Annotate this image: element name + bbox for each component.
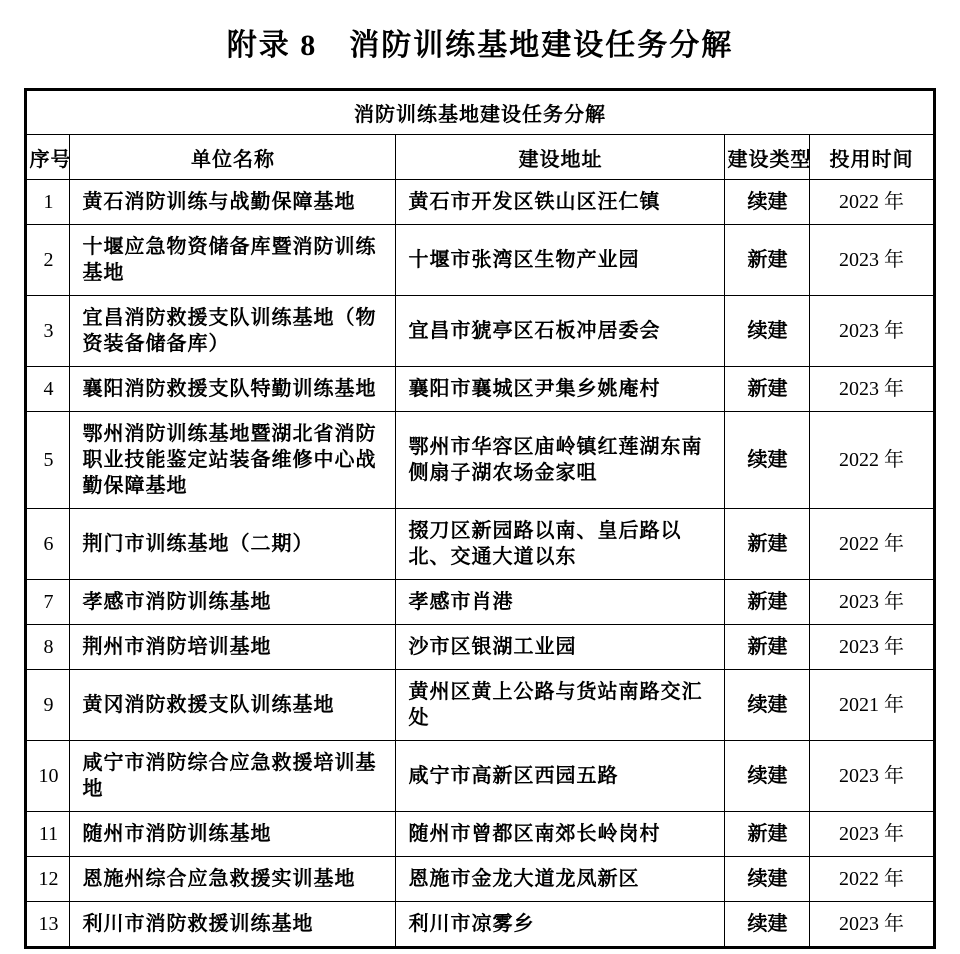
page-title: 附录 8 消防训练基地建设任务分解 (226, 29, 734, 62)
cell-year: 2022 年 (810, 412, 934, 509)
table-row (26, 509, 934, 580)
cell-no: 9 (26, 670, 70, 741)
cell-no: 7 (26, 580, 70, 625)
table-caption: 消防训练基地建设任务分解 (26, 90, 934, 135)
cell-no: 3 (26, 296, 70, 367)
col-header-address: 建设地址 (396, 135, 725, 180)
cell-type: 新建 (725, 812, 810, 857)
cell-year: 2023 年 (810, 625, 934, 670)
cell-no: 6 (26, 509, 70, 580)
col-header-type: 建设类型 (725, 135, 810, 180)
cell-name: 利川市消防救援训练基地 (70, 902, 396, 948)
cell-year: 2023 年 (810, 902, 934, 948)
cell-no: 1 (26, 180, 70, 225)
cell-name: 随州市消防训练基地 (70, 812, 396, 857)
cell-no: 8 (26, 625, 70, 670)
cell-name: 荆门市训练基地（二期） (70, 509, 396, 580)
cell-type: 新建 (725, 625, 810, 670)
cell-no: 12 (26, 857, 70, 902)
cell-address: 利川市凉雾乡 (396, 902, 725, 948)
table-row (26, 625, 934, 670)
cell-type: 续建 (725, 902, 810, 948)
cell-type: 续建 (725, 670, 810, 741)
table-row (26, 857, 934, 902)
cell-name: 黄冈消防救援支队训练基地 (70, 670, 396, 741)
cell-year: 2023 年 (810, 367, 934, 412)
cell-address: 十堰市张湾区生物产业园 (396, 225, 725, 296)
cell-year: 2023 年 (810, 741, 934, 812)
col-header-name: 单位名称 (70, 135, 396, 180)
table-row (26, 670, 934, 741)
cell-name: 襄阳消防救援支队特勤训练基地 (70, 367, 396, 412)
cell-name: 恩施州综合应急救援实训基地 (70, 857, 396, 902)
cell-address: 沙市区银湖工业园 (396, 625, 725, 670)
cell-no: 5 (26, 412, 70, 509)
cell-no: 2 (26, 225, 70, 296)
cell-type: 新建 (725, 509, 810, 580)
col-header-no: 序号 (26, 135, 70, 180)
cell-year: 2022 年 (810, 857, 934, 902)
tasks-table (24, 88, 935, 949)
table-row (26, 412, 934, 509)
cell-year: 2023 年 (810, 580, 934, 625)
cell-type: 续建 (725, 412, 810, 509)
cell-type: 续建 (725, 741, 810, 812)
table-caption-row (26, 90, 934, 135)
table-row (26, 367, 934, 412)
cell-address: 随州市曾都区南郊长岭岗村 (396, 812, 725, 857)
table-row (26, 180, 934, 225)
cell-year: 2023 年 (810, 225, 934, 296)
cell-name: 咸宁市消防综合应急救援培训基地 (70, 741, 396, 812)
table-row (26, 225, 934, 296)
table-row (26, 812, 934, 857)
cell-year: 2023 年 (810, 296, 934, 367)
cell-name: 宜昌消防救援支队训练基地（物资装备储备库） (70, 296, 396, 367)
cell-name: 黄石消防训练与战勤保障基地 (70, 180, 396, 225)
cell-no: 10 (26, 741, 70, 812)
table-row (26, 296, 934, 367)
cell-address: 鄂州市华容区庙岭镇红莲湖东南侧扇子湖农场金家咀 (396, 412, 725, 509)
cell-no: 13 (26, 902, 70, 948)
table-row (26, 741, 934, 812)
cell-address: 咸宁市高新区西园五路 (396, 741, 725, 812)
cell-type: 新建 (725, 367, 810, 412)
cell-year: 2022 年 (810, 180, 934, 225)
cell-name: 鄂州消防训练基地暨湖北省消防职业技能鉴定站装备维修中心战勤保障基地 (70, 412, 396, 509)
cell-address: 孝感市肖港 (396, 580, 725, 625)
cell-type: 续建 (725, 296, 810, 367)
cell-no: 4 (26, 367, 70, 412)
table-row (26, 580, 934, 625)
table-header-row (26, 135, 934, 180)
cell-type: 新建 (725, 225, 810, 296)
cell-address: 宜昌市猇亭区石板冲居委会 (396, 296, 725, 367)
col-header-year: 投用时间 (810, 135, 934, 180)
cell-year: 2021 年 (810, 670, 934, 741)
cell-type: 新建 (725, 580, 810, 625)
cell-name: 荆州市消防培训基地 (70, 625, 396, 670)
cell-type: 续建 (725, 180, 810, 225)
cell-address: 恩施市金龙大道龙凤新区 (396, 857, 725, 902)
cell-address: 黄州区黄上公路与货站南路交汇处 (396, 670, 725, 741)
cell-no: 11 (26, 812, 70, 857)
cell-name: 十堰应急物资储备库暨消防训练基地 (70, 225, 396, 296)
cell-address: 襄阳市襄城区尹集乡姚庵村 (396, 367, 725, 412)
cell-type: 续建 (725, 857, 810, 902)
cell-address: 黄石市开发区铁山区汪仁镇 (396, 180, 725, 225)
cell-address: 掇刀区新园路以南、皇后路以北、交通大道以东 (396, 509, 725, 580)
cell-year: 2022 年 (810, 509, 934, 580)
cell-name: 孝感市消防训练基地 (70, 580, 396, 625)
cell-year: 2023 年 (810, 812, 934, 857)
table-row (26, 902, 934, 948)
